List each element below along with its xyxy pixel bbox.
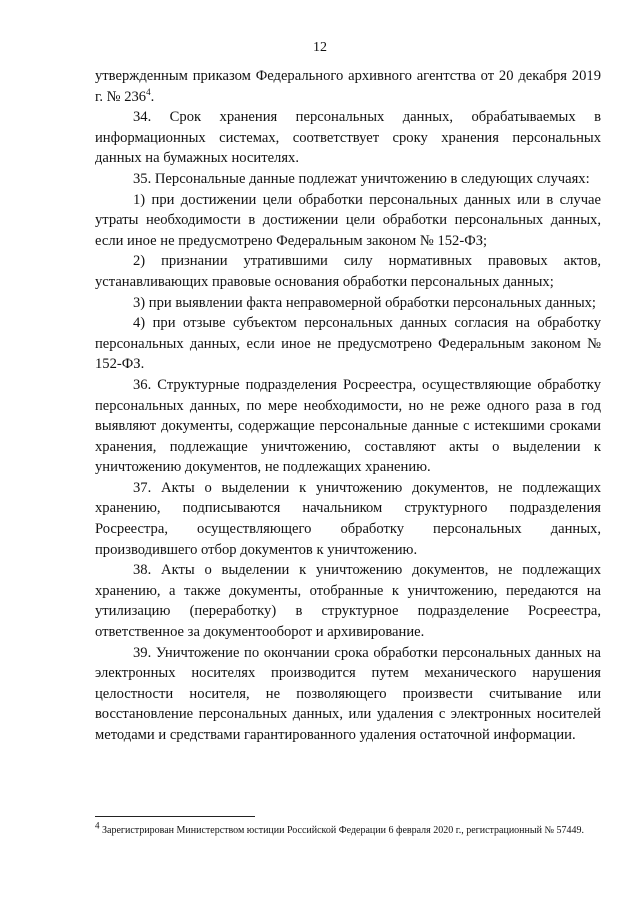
- list-item-4: 4) при отзыве субъектом персональных данных согласия на обработку персональных данных, если иное не предусмотрено Федеральным законом № 152-ФЗ.: [95, 315, 601, 373]
- paragraph-continuation: [95, 66, 601, 107]
- paragraph-39: 39. Уничтожение по окончании срока обработки персональных данных на электронных носителях производится путем механического нарушения целостности носителя, не позволяющего произвести считывание или восстановление персональных данных, или удаления с электронных носителей методами и средствами гарантированного удаления остаточной информации.: [95, 644, 601, 743]
- list-item-2: 2) признании утратившими силу нормативных правовых актов, устанавливающих правовые основания обработки персональных данных;: [95, 253, 601, 290]
- paragraph-35: 35. Персональные данные подлежат уничтожению в следующих случаях:: [133, 170, 590, 187]
- paragraph-36: 36. Структурные подразделения Росреестра, осуществляющие обработку персональных данных, по мере необходимости, но не реже одного раза в год выявляют документы, содержащие персональные данные с истекшими сроками хранения, подлежащие уничтожению, составляют акты о выделении к уничтожению документов, не подлежащих хранению.: [95, 376, 601, 476]
- paragraph-37: 37. Акты о выделении к уничтожению документов, не подлежащих хранению, подписываются начальником структурного подразделения Росреестра, осуществляющего обработку персональных данных, производившего отбор документов к уничтожению.: [95, 479, 601, 558]
- list-item-3: 3) при выявлении факта неправомерной обработки персональных данных;: [133, 294, 596, 311]
- body-text: [95, 66, 601, 746]
- footnote-mark: 4: [95, 820, 100, 831]
- footnote-text: Зарегистрирован Министерством юстиции Российской Федерации 6 февраля 2020 г., регистрационный № 57449.: [102, 825, 584, 836]
- page-number: 12: [313, 40, 327, 55]
- paragraph-34: 34. Срок хранения персональных данных, обрабатываемых в информационных системах, соответствует сроку хранения персональных данных на бумажных носителях.: [95, 109, 601, 167]
- paragraph-text-end: .: [150, 88, 155, 105]
- paragraph-38: 38. Акты о выделении к уничтожению документов, не подлежащих хранению, а также документы, отобранные к уничтожению, передаются на утилизацию (переработку) в структурное подразделение Росреестра, ответственное за документооборот и архивирование.: [95, 562, 601, 641]
- footnote-reference: 4: [146, 86, 151, 97]
- footnote: [95, 820, 601, 838]
- footnote-separator: [95, 816, 255, 817]
- paragraph-text: утвержденным приказом Федерального архивного агентства от 20 декабря 2019 г. № 236: [95, 68, 601, 105]
- list-item-1: 1) при достижении цели обработки персональных данных или в случае утраты необходимости в достижении цели обработки персональных данных, если иное не предусмотрено Федеральным законом № 152-ФЗ;: [95, 191, 601, 249]
